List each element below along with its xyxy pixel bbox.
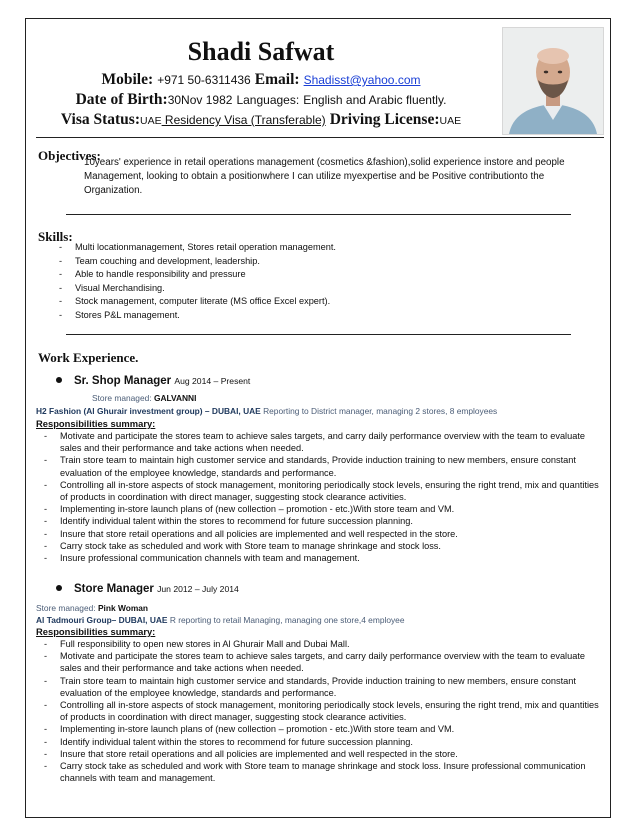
job-2-store-label: Store managed: [36, 603, 96, 613]
responsibility-item: - Carry stock take as scheduled and work with Store team to manage shrinkage and stock loss. [36, 540, 608, 552]
mobile-label: Mobile: [101, 71, 154, 88]
job-1-store [92, 393, 196, 403]
bullet-icon [56, 377, 62, 383]
profile-photo [502, 27, 604, 135]
visa-detail: Residency Visa (Transferable) [161, 113, 326, 127]
candidate-name: Shadi Safwat [187, 37, 335, 66]
responsibility-item: - Insure professional communication channels with team and management. [36, 552, 608, 564]
header-divider [36, 137, 604, 138]
responsibility-item: - Identify individual talent within the stores to recommend for future succession planning. [36, 515, 608, 527]
objectives-divider [66, 214, 571, 215]
job-2-responsibilities [36, 638, 608, 784]
dob-value: 30Nov 1982 [167, 93, 233, 107]
skill-item: - Multi locationmanagement, Stores retail operation management. [51, 241, 591, 255]
job-1-company-line [36, 406, 497, 416]
visa-country: UAE [140, 115, 162, 127]
job-2-header [56, 583, 239, 595]
visa-license-line [26, 111, 496, 129]
license-value: UAE [439, 115, 462, 127]
responsibility-item: - Controlling all in-store aspects of stock management, monitoring periodically stock levels, ensuring the right trend, mix and quantities of products in coordination with direct manager, suggesting stock clearance activities. [36, 699, 608, 723]
job-2-company: Al Tadmouri Group– DUBAI, UAE [36, 615, 168, 625]
birth-language-line [26, 91, 496, 109]
job-2-title: Store Manager [74, 583, 154, 595]
languages-label: Languages: [236, 93, 300, 107]
job-1-store-label: Store managed: [92, 393, 152, 403]
job-1-responsibilities [36, 430, 608, 564]
objectives-heading: Objectives: [38, 148, 101, 163]
responsibility-item: - Insure that store retail operations and all policies are implemented and well respected in the store. [36, 528, 608, 540]
skill-item: - Visual Merchandising. [51, 282, 591, 296]
skill-item: - Stock management, computer literate (MS office Excel expert). [51, 295, 591, 309]
responsibility-item: - Train store team to maintain high customer service and standards, Provide induction training to new members, ensure constant evaluation of the employee knowledge, standards and performance. [36, 675, 608, 699]
languages-value: English and Arabic fluently. [303, 93, 447, 107]
skill-item: - Able to handle responsibility and pressure [51, 268, 591, 282]
portrait-icon [503, 28, 603, 134]
job-2-dates: Jun 2012 – July 2014 [157, 584, 239, 594]
job-2-company-line [36, 615, 405, 625]
skill-item: - Team couching and development, leadership. [51, 255, 591, 269]
objectives-text: 10years' experience in retail operations management (cosmetics &fashion),solid experience instore and people Management, looking to obtain a positionwhere I can utilize myexpertise and be Positive contributionto the Organization. [84, 157, 565, 196]
email-label: Email: [254, 71, 300, 88]
dob-label: Date of Birth: [75, 91, 168, 108]
skills-heading: Skills: [38, 229, 73, 244]
job-1-store-name: GALVANNI [153, 393, 197, 403]
responsibility-item: - Implementing in-store launch plans of (new collection – promotion - etc.)With store team and VM. [36, 503, 608, 515]
work-heading: Work Experience. [38, 350, 139, 365]
job-1-title: Sr. Shop Manager [74, 375, 172, 387]
bullet-icon [56, 585, 62, 591]
job-1-dates: Aug 2014 – Present [174, 376, 251, 386]
responsibility-item: - Train store team to maintain high customer service and standards, Provide induction training to new members, ensure constant evaluation of the employee knowledge, standards and performance. [36, 454, 608, 478]
visa-label: Visa Status: [60, 111, 140, 128]
job-1-reporting: Reporting to District manager, managing 2 stores, 8 employees [263, 406, 498, 416]
skills-divider [66, 334, 571, 335]
job-2-reporting: R reporting to retail Managing, managing one store,4 employee [169, 615, 405, 625]
email-link[interactable]: Shadisst@yahoo.com [303, 73, 421, 87]
responsibility-item: - Identify individual talent within the stores to recommend for future succession planning. [36, 736, 608, 748]
skills-list [51, 241, 591, 323]
resume-page [25, 18, 611, 818]
contact-line [26, 71, 496, 89]
job-1-header [56, 375, 250, 387]
license-label: Driving License: [329, 111, 440, 128]
skill-item: - Stores P&L management. [51, 309, 591, 323]
responsibility-item: - Motivate and participate the stores team to achieve sales targets, and carry daily performance overview with the team to evaluate sales and their performance and take actions when needed. [36, 650, 608, 674]
responsibility-item: - Carry stock take as scheduled and work with Store team to manage shrinkage and stock loss. Insure professional communication channels with team and management. [36, 760, 608, 784]
responsibility-item: - Motivate and participate the stores team to achieve sales targets, and carry daily performance overview with the team to evaluate sales and their performance and take actions when needed. [36, 430, 608, 454]
job-2-store [36, 603, 148, 613]
responsibility-item: - Implementing in-store launch plans of (new collection – promotion - etc.)With store team and VM. [36, 723, 608, 735]
responsibility-item: - Insure that store retail operations and all policies are implemented and well respected in the store. [36, 748, 608, 760]
responsibility-item: - Full responsibility to open new stores in Al Ghurair Mall and Dubai Mall. [36, 638, 608, 650]
job-1-resp-heading: Responsibilities summary: [36, 418, 156, 429]
job-1-company: H2 Fashion (Al Ghurair investment group) – DUBAI, UAE [36, 406, 261, 416]
responsibility-item: - Controlling all in-store aspects of stock management, monitoring periodically stock levels, ensuring the right trend, mix and quantities of products in coordination with direct manager, suggesting stock clearance activities. [36, 479, 608, 503]
job-2-store-name: Pink Woman [97, 603, 149, 613]
mobile-value: +971 50-6311436 [157, 73, 251, 87]
job-2-resp-heading: Responsibilities summary: [36, 626, 156, 637]
